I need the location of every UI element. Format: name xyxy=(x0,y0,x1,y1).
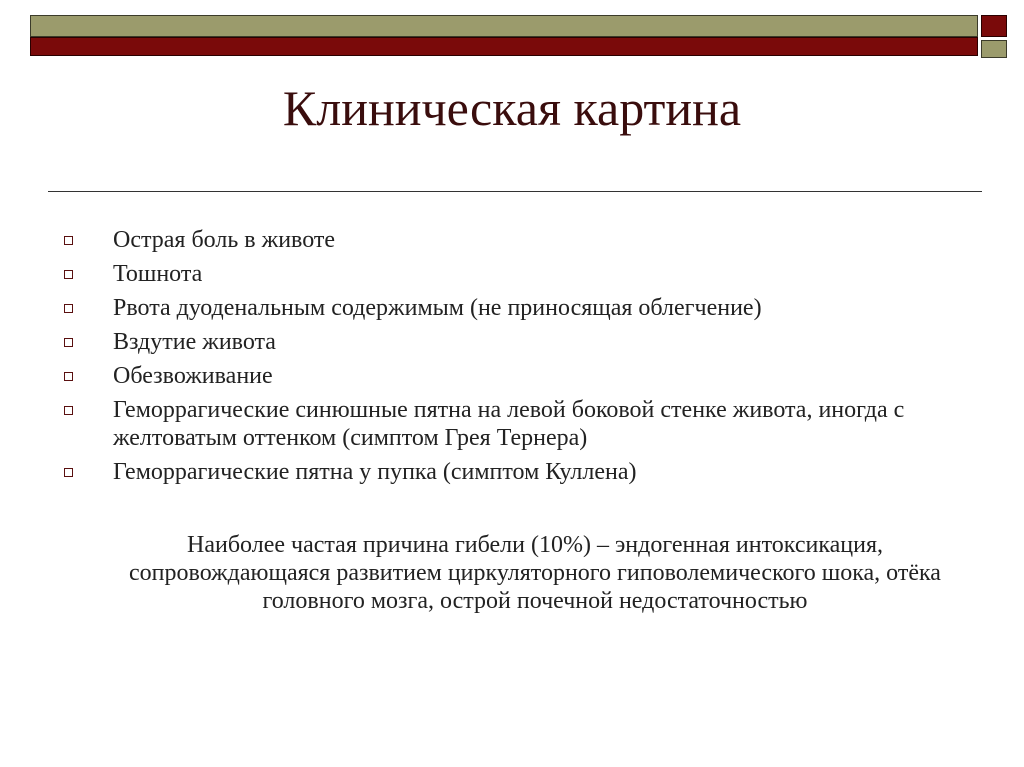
list-item-text: Обезвоживание xyxy=(113,363,273,389)
hollow-square-icon xyxy=(64,270,73,279)
hollow-square-icon xyxy=(64,372,73,381)
corner-square-maroon xyxy=(981,15,1007,37)
list-item xyxy=(60,396,960,452)
list-item xyxy=(60,328,960,356)
list-item-text: Тошнота xyxy=(113,261,203,287)
symptom-list xyxy=(60,226,960,492)
hollow-square-icon xyxy=(64,468,73,477)
title-divider xyxy=(48,191,982,192)
list-item xyxy=(60,226,960,254)
list-item xyxy=(60,458,960,486)
list-item xyxy=(60,260,960,288)
hollow-square-icon xyxy=(64,236,73,245)
summary-paragraph: Наиболее частая причина гибели (10%) – эндогенная интоксикация, сопровождающаяся развитием циркуляторного гиповолемического шока, отёка головного мозга, острой почечной недостаточностью xyxy=(129,532,941,614)
header-band-olive xyxy=(30,15,978,37)
corner-square-olive xyxy=(981,40,1007,58)
list-item-text: Острая боль в животе xyxy=(113,227,336,253)
header-band-maroon xyxy=(30,37,978,56)
hollow-square-icon xyxy=(64,338,73,347)
slide-title: Клиническая картина xyxy=(282,80,742,136)
list-item-text: Геморрагические синюшные пятна на левой боковой стенке живота, иногда с желтоватым оттенком (симптом Грея Тернера) xyxy=(113,397,905,451)
list-item-text: Рвота дуоденальным содержимым (не приносящая облегчение) xyxy=(113,295,762,321)
hollow-square-icon xyxy=(64,406,73,415)
list-item-text: Вздутие живота xyxy=(113,329,276,355)
list-item-text: Геморрагические пятна у пупка (симптом Куллена) xyxy=(113,459,637,485)
hollow-square-icon xyxy=(64,304,73,313)
list-item xyxy=(60,294,960,322)
list-item xyxy=(60,362,960,390)
